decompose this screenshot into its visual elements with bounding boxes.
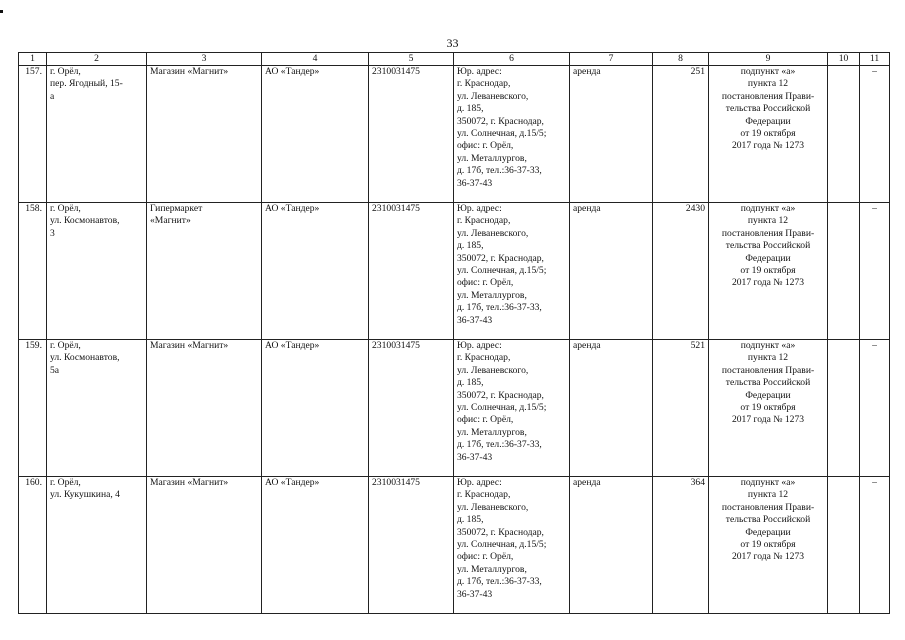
right-type-cell: аренда: [570, 203, 653, 340]
column-header: 10: [828, 53, 860, 66]
object-cell: Магазин «Магнит»: [147, 66, 262, 203]
column-header: 5: [369, 53, 454, 66]
table-row: [19, 203, 890, 340]
row-number: 160.: [19, 477, 47, 614]
column-header: 11: [860, 53, 890, 66]
column-header: 9: [709, 53, 828, 66]
area-cell: 251: [653, 66, 709, 203]
row-number: 159.: [19, 340, 47, 477]
column-header: 2: [47, 53, 147, 66]
contacts-cell: Юр. адрес: г. Краснодар, ул. Леваневского, д. 185, 350072, г. Краснодар, ул. Солнечная, д.15/5; офис: г. Орёл, ул. Металлургов, д. 17б, тел.:36-37-33, 36-37-43: [454, 340, 570, 477]
owner-cell: АО «Тандер»: [262, 477, 369, 614]
column-10-cell: [828, 66, 860, 203]
column-11-cell: –: [860, 66, 890, 203]
column-header: 3: [147, 53, 262, 66]
address-cell: г. Орёл, пер. Ягодный, 15- а: [47, 66, 147, 203]
column-11-cell: –: [860, 477, 890, 614]
column-11-cell: –: [860, 203, 890, 340]
inn-cell: 2310031475: [369, 340, 454, 477]
column-10-cell: [828, 477, 860, 614]
inn-cell: 2310031475: [369, 477, 454, 614]
object-cell: Гипермаркет «Магнит»: [147, 203, 262, 340]
basis-cell: подпункт «а» пункта 12 постановления Прави- тельства Российской Федерации от 19 октября 2017 года № 1273: [709, 203, 828, 340]
registry-table: [18, 52, 890, 614]
right-type-cell: аренда: [570, 340, 653, 477]
page-number: 33: [446, 36, 459, 50]
table-row: [19, 66, 890, 203]
column-header: 7: [570, 53, 653, 66]
object-cell: Магазин «Магнит»: [147, 477, 262, 614]
row-number: 158.: [19, 203, 47, 340]
address-cell: г. Орёл, ул. Космонавтов, 3: [47, 203, 147, 340]
basis-cell: подпункт «а» пункта 12 постановления Прави- тельства Российской Федерации от 19 октября 2017 года № 1273: [709, 340, 828, 477]
area-cell: 364: [653, 477, 709, 614]
inn-cell: 2310031475: [369, 66, 454, 203]
corner-mark: [0, 10, 3, 13]
address-cell: г. Орёл, ул. Космонавтов, 5а: [47, 340, 147, 477]
column-header: 8: [653, 53, 709, 66]
contacts-cell: Юр. адрес: г. Краснодар, ул. Леваневского, д. 185, 350072, г. Краснодар, ул. Солнечная, д.15/5; офис: г. Орёл, ул. Металлургов, д. 17б, тел.:36-37-33, 36-37-43: [454, 477, 570, 614]
column-header: 4: [262, 53, 369, 66]
contacts-cell: Юр. адрес: г. Краснодар, ул. Леваневского, д. 185, 350072, г. Краснодар, ул. Солнечная, д.15/5; офис: г. Орёл, ул. Металлургов, д. 17б, тел.:36-37-33, 36-37-43: [454, 203, 570, 340]
area-cell: 2430: [653, 203, 709, 340]
owner-cell: АО «Тандер»: [262, 340, 369, 477]
column-10-cell: [828, 203, 860, 340]
basis-cell: подпункт «а» пункта 12 постановления Прави- тельства Российской Федерации от 19 октября 2017 года № 1273: [709, 66, 828, 203]
right-type-cell: аренда: [570, 66, 653, 203]
column-11-cell: –: [860, 340, 890, 477]
right-type-cell: аренда: [570, 477, 653, 614]
table-row: [19, 340, 890, 477]
table-row: [19, 477, 890, 614]
row-number: 157.: [19, 66, 47, 203]
owner-cell: АО «Тандер»: [262, 66, 369, 203]
basis-cell: подпункт «а» пункта 12 постановления Прави- тельства Российской Федерации от 19 октября 2017 года № 1273: [709, 477, 828, 614]
owner-cell: АО «Тандер»: [262, 203, 369, 340]
column-header: 6: [454, 53, 570, 66]
registry-body: [19, 66, 890, 614]
column-header: 1: [19, 53, 47, 66]
inn-cell: 2310031475: [369, 203, 454, 340]
area-cell: 521: [653, 340, 709, 477]
contacts-cell: Юр. адрес: г. Краснодар, ул. Леваневского, д. 185, 350072, г. Краснодар, ул. Солнечная, д.15/5; офис: г. Орёл, ул. Металлургов, д. 17б, тел.:36-37-33, 36-37-43: [454, 66, 570, 203]
column-10-cell: [828, 340, 860, 477]
address-cell: г. Орёл, ул. Кукушкина, 4: [47, 477, 147, 614]
object-cell: Магазин «Магнит»: [147, 340, 262, 477]
column-number-row: [19, 53, 890, 66]
